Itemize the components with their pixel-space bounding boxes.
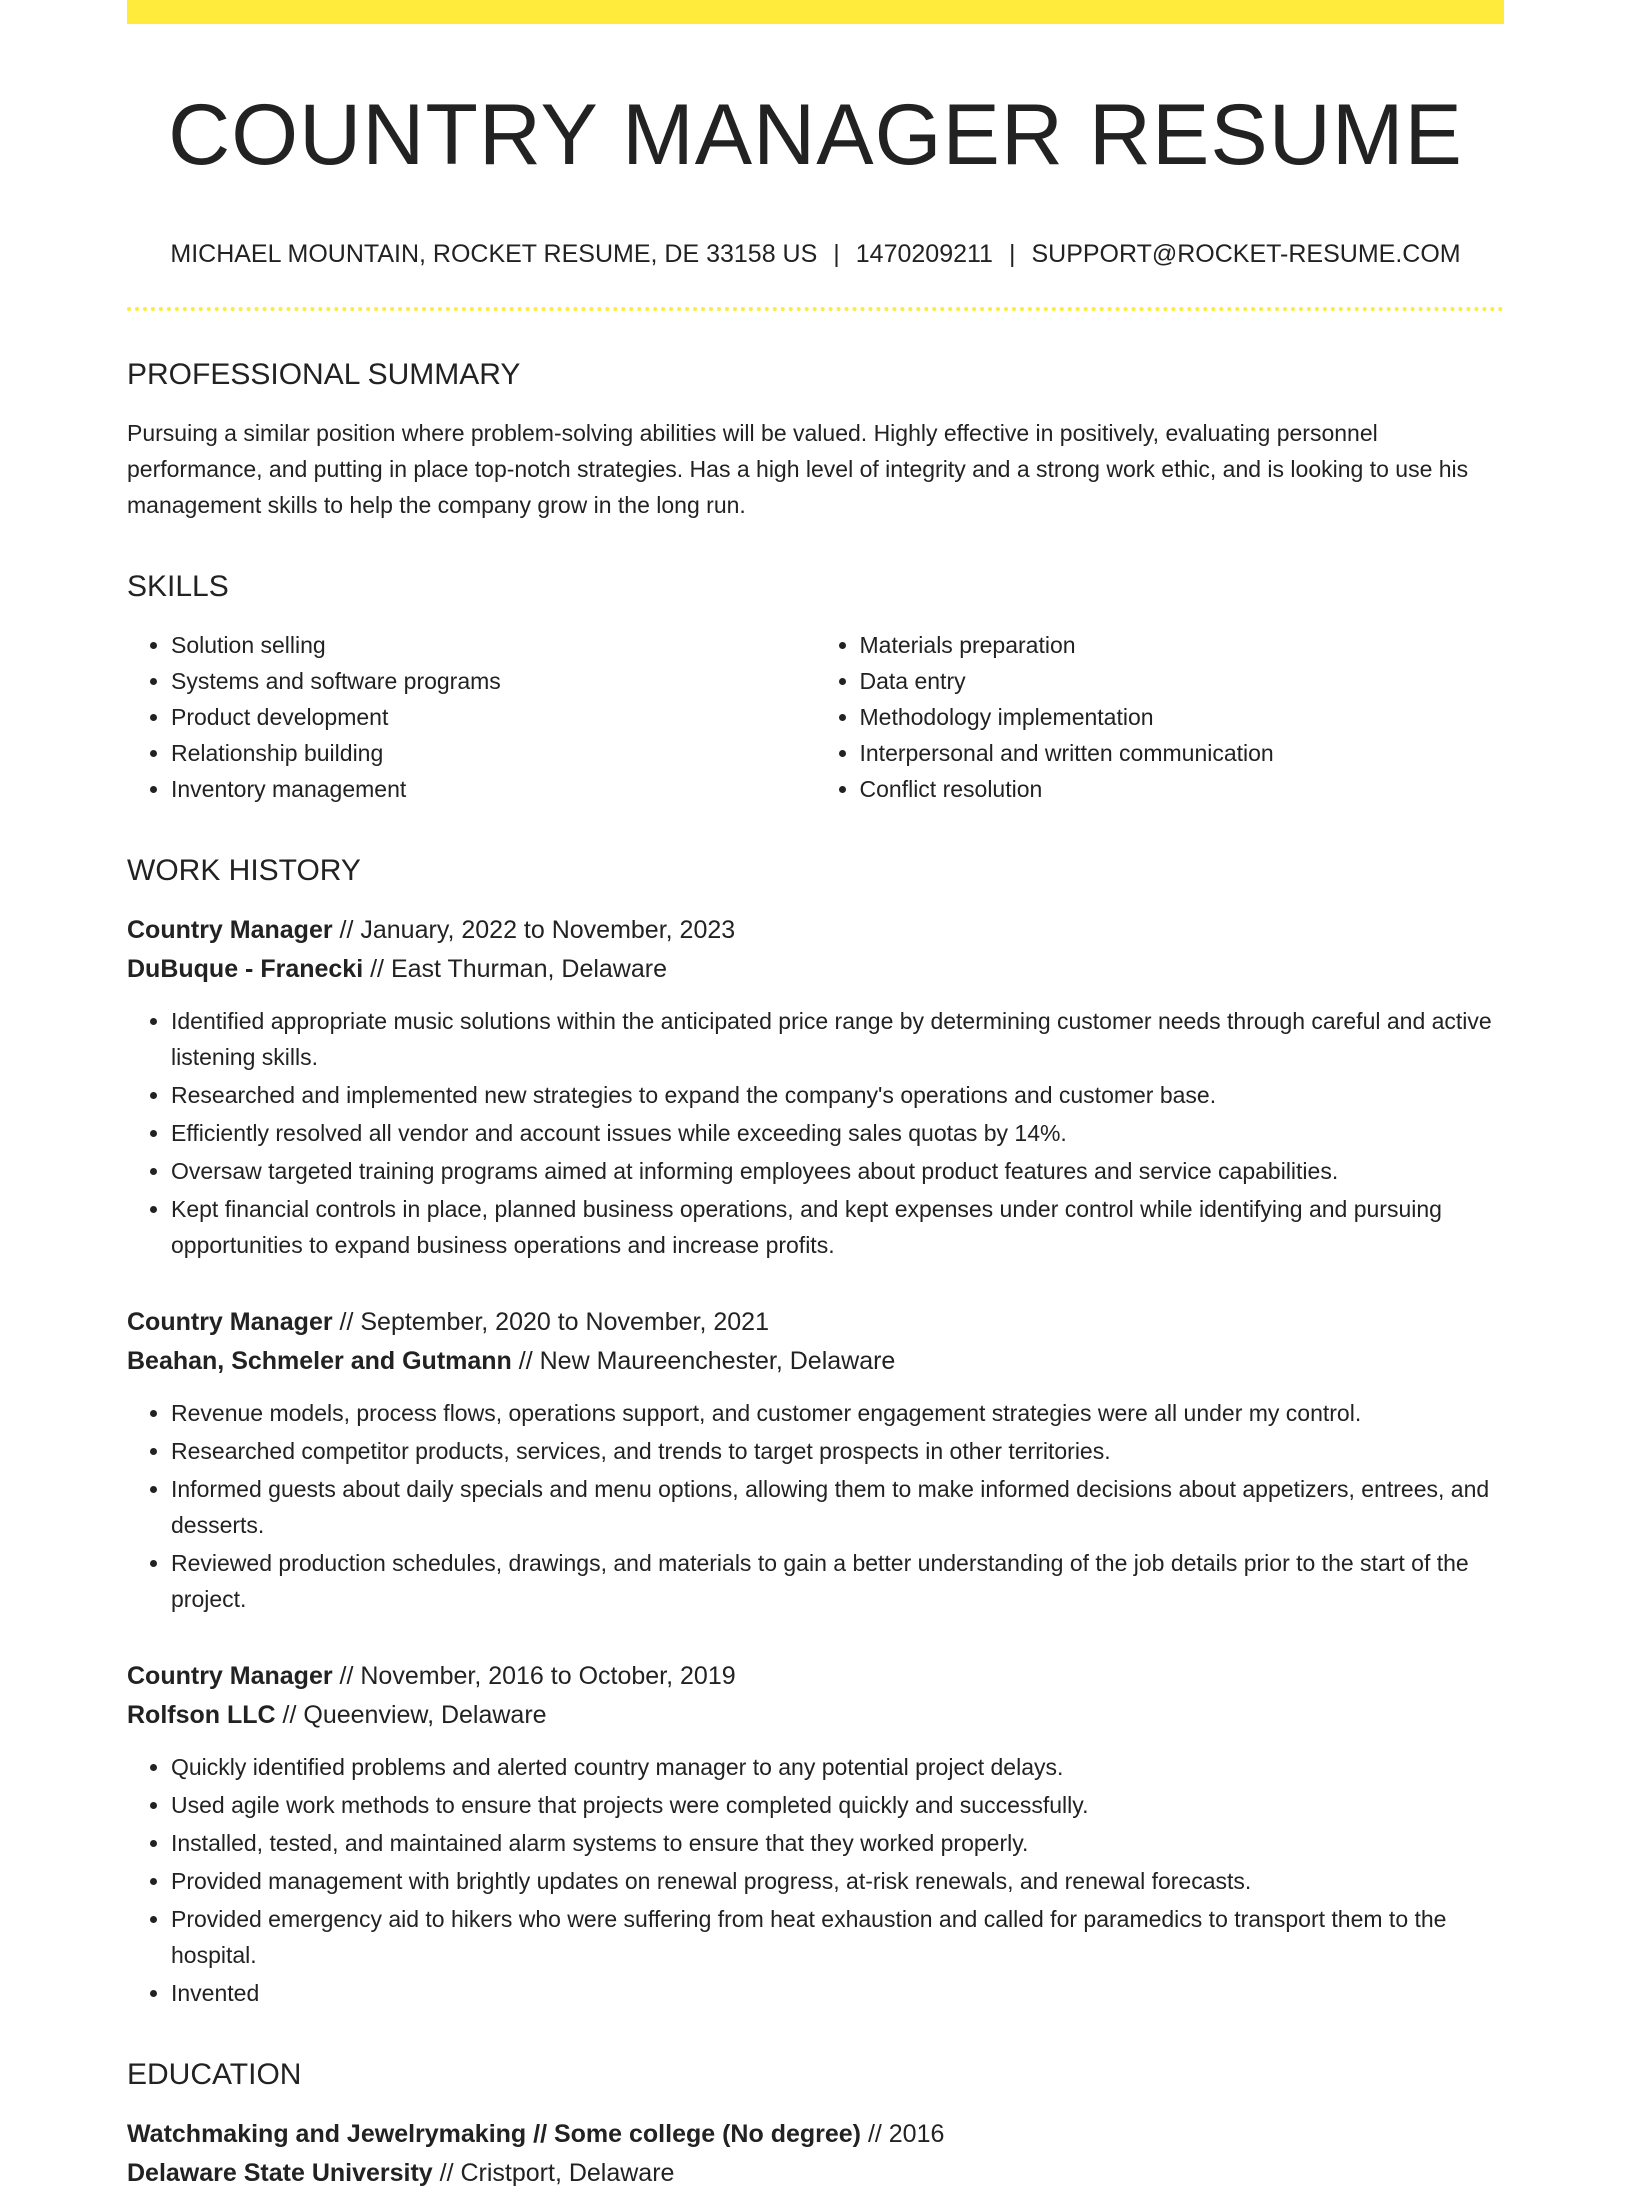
job-company-line <box>127 950 1504 989</box>
job-bullet: • Efficiently resolved all vendor and account issues while exceeding sales quotas by 14%. <box>171 1115 1504 1151</box>
job-bullet: • Used agile work methods to ensure that projects were completed quickly and successfully. <box>171 1787 1504 1823</box>
job-company-line <box>127 1342 1504 1381</box>
job-location: // New Maureenchester, Delaware <box>511 1347 896 1376</box>
skill-item: • Data entry <box>860 663 1505 699</box>
job-bullet: • Invented <box>171 1975 1504 2011</box>
job-title: Country Manager <box>127 916 333 945</box>
job-bullet: • Kept financial controls in place, planned business operations, and kept expenses under control while identifying and pursuing opportunities to expand business operations and increase profits. <box>171 1191 1504 1263</box>
skills-list <box>127 627 1504 807</box>
summary-heading: PROFESSIONAL SUMMARY <box>127 358 521 392</box>
education-school-line <box>127 2154 1504 2193</box>
job-entry <box>127 1657 1504 2011</box>
education-degree: Watchmaking and Jewelrymaking // Some college (No degree) <box>127 2120 861 2149</box>
top-accent-bar <box>127 0 1504 24</box>
skill-item: • Conflict resolution <box>860 771 1505 807</box>
job-bullet: • Revenue models, process flows, operations support, and customer engagement strategies were all under my control. <box>171 1395 1504 1431</box>
job-company: Beahan, Schmeler and Gutmann <box>127 1347 512 1376</box>
resume-page <box>127 0 1504 2193</box>
job-bullet: • Provided emergency aid to hikers who were suffering from heat exhaustion and called for paramedics to transport them to the hospital. <box>171 1901 1504 1973</box>
skills-column-right <box>816 627 1505 807</box>
contact-phone: 1470209211 <box>855 240 993 269</box>
job-title: Country Manager <box>127 1308 333 1337</box>
contact-email: SUPPORT@ROCKET-RESUME.COM <box>1031 240 1461 269</box>
contact-separator: | <box>1008 240 1016 269</box>
skills-heading: SKILLS <box>127 570 229 604</box>
skill-item: • Solution selling <box>171 627 816 663</box>
job-dates: // September, 2020 to November, 2021 <box>332 1308 769 1337</box>
job-company-line <box>127 1696 1504 1735</box>
education-school: Delaware State University <box>127 2159 433 2188</box>
job-title-line <box>127 1303 1504 1342</box>
job-bullet: • Quickly identified problems and alerted country manager to any potential project delays. <box>171 1749 1504 1785</box>
job-company: Rolfson LLC <box>127 1701 276 1730</box>
job-bullet: • Provided management with brightly updates on renewal progress, at-risk renewals, and renewal forecasts. <box>171 1863 1504 1899</box>
job-bullets <box>127 1749 1504 2011</box>
job-bullets <box>127 1395 1504 1617</box>
work-history-heading: WORK HISTORY <box>127 854 361 888</box>
skill-item: • Materials preparation <box>860 627 1505 663</box>
contact-address: MICHAEL MOUNTAIN, ROCKET RESUME, DE 33158 US <box>170 240 818 269</box>
job-bullet: • Oversaw targeted training programs aimed at informing employees about product features and service capabilities. <box>171 1153 1504 1189</box>
job-bullet: • Researched and implemented new strategies to expand the company's operations and customer base. <box>171 1077 1504 1113</box>
job-company: DuBuque - Franecki <box>127 955 364 984</box>
education-degree-line <box>127 2115 1504 2154</box>
skill-item: • Interpersonal and written communication <box>860 735 1505 771</box>
job-bullet: • Installed, tested, and maintained alarm systems to ensure that they worked properly. <box>171 1825 1504 1861</box>
contact-line <box>127 239 1504 269</box>
skill-item: • Inventory management <box>171 771 816 807</box>
dotted-divider <box>127 307 1504 311</box>
skill-item: • Relationship building <box>171 735 816 771</box>
job-bullets <box>127 1003 1504 1263</box>
education-location: // Cristport, Delaware <box>432 2159 675 2188</box>
job-location: // East Thurman, Delaware <box>363 955 667 984</box>
job-dates: // November, 2016 to October, 2019 <box>332 1662 736 1691</box>
skill-item: • Methodology implementation <box>860 699 1505 735</box>
summary-text: Pursuing a similar position where problem-solving abilities will be valued. Highly effective in positively, evaluating personnel performance, and putting in place top-notch strategies. Has a high level of integrity and a strong work ethic, and is looking to use his management skills to help the company grow in the long run. <box>127 420 1469 519</box>
job-dates: // January, 2022 to November, 2023 <box>332 916 736 945</box>
education-heading: EDUCATION <box>127 2058 302 2092</box>
job-entry <box>127 911 1504 1263</box>
job-title: Country Manager <box>127 1662 333 1691</box>
skill-item: • Systems and software programs <box>171 663 816 699</box>
job-bullet: • Informed guests about daily specials and menu options, allowing them to make informed decisions about appetizers, entrees, and desserts. <box>171 1471 1504 1543</box>
job-bullet: • Reviewed production schedules, drawings, and materials to gain a better understanding of the job details prior to the start of the project. <box>171 1545 1504 1617</box>
education-entry <box>127 2115 1504 2193</box>
job-bullet: • Researched competitor products, services, and trends to target prospects in other territories. <box>171 1433 1504 1469</box>
job-title-line <box>127 911 1504 950</box>
skill-item: • Product development <box>171 699 816 735</box>
resume-title: COUNTRY MANAGER RESUME <box>168 87 1463 183</box>
skills-column-left <box>127 627 816 807</box>
job-location: // Queenview, Delaware <box>275 1701 547 1730</box>
contact-separator: | <box>833 240 840 269</box>
job-entry <box>127 1303 1504 1617</box>
education-year: // 2016 <box>861 2120 945 2149</box>
job-bullet: • Identified appropriate music solutions within the anticipated price range by determining customer needs through careful and active listening skills. <box>171 1003 1504 1075</box>
job-title-line <box>127 1657 1504 1696</box>
